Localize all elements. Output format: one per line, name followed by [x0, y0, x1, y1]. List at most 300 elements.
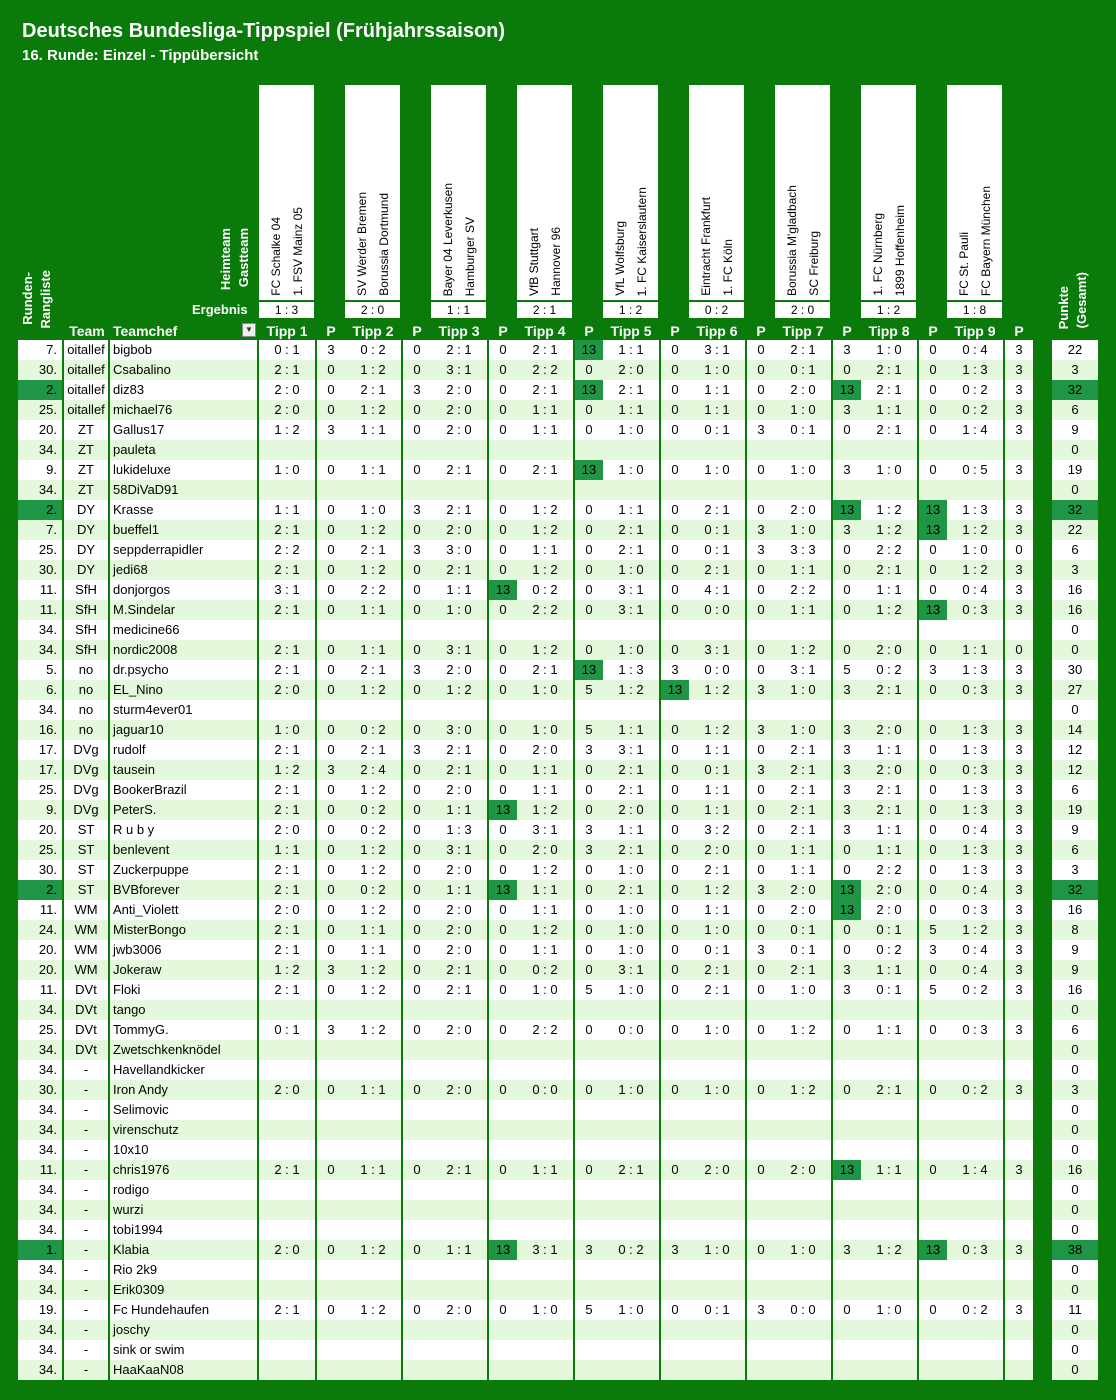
tipp-cell: 2 : 1 — [345, 540, 401, 560]
rank-cell: 2. — [18, 500, 62, 520]
points-cell — [1005, 1200, 1033, 1220]
tipp-cell: 2 : 1 — [861, 560, 917, 580]
tipp-cell: 2 : 1 — [603, 760, 659, 780]
points-cell: 0 — [575, 640, 603, 660]
tipp-cell — [861, 1040, 917, 1060]
tipp-cell: 1 : 0 — [603, 940, 659, 960]
tipp-cell: 3 : 1 — [603, 580, 659, 600]
tipp-cell: 1 : 2 — [517, 920, 573, 940]
tipp-cell: 0 : 4 — [947, 960, 1003, 980]
tipp-cell — [775, 1280, 831, 1300]
tipp-cell — [689, 620, 745, 640]
tipp-cell: 1 : 1 — [603, 400, 659, 420]
points-cell — [317, 1280, 345, 1300]
points-cell: 3 — [833, 820, 861, 840]
points-cell: 3 — [833, 960, 861, 980]
points-cell: 0 — [833, 360, 861, 380]
table-row — [18, 580, 1098, 600]
rank-cell: 34. — [18, 1260, 62, 1280]
tipp-cell: 0 : 1 — [689, 420, 745, 440]
tipp-cell: 0 : 0 — [603, 1020, 659, 1040]
tipp-cell: 2 : 1 — [517, 380, 573, 400]
points-cell: 5 — [575, 720, 603, 740]
tipp-cell: 2 : 1 — [259, 660, 315, 680]
tipp-cell: 0 : 3 — [947, 680, 1003, 700]
points-cell — [833, 440, 861, 460]
total-points-cell: 0 — [1052, 1000, 1098, 1020]
points-cell — [833, 480, 861, 500]
tipp-cell — [431, 1120, 487, 1140]
tipp-cell: 1 : 2 — [517, 800, 573, 820]
tipp-cell: 1 : 2 — [345, 560, 401, 580]
tipp-cell — [947, 1320, 1003, 1340]
points-cell: 0 — [747, 340, 775, 360]
points-cell: 3 — [1005, 980, 1033, 1000]
team-cell: - — [64, 1120, 108, 1140]
points-cell — [575, 440, 603, 460]
tipp-cell — [345, 1200, 401, 1220]
teamchef-cell: Erik0309 — [110, 1280, 257, 1300]
points-cell — [661, 700, 689, 720]
team-cell: DVt — [64, 1000, 108, 1020]
points-cell: 3 — [833, 400, 861, 420]
points-cell: 0 — [919, 860, 947, 880]
points-cell — [1005, 1220, 1033, 1240]
tipp-cell — [345, 1100, 401, 1120]
points-cell: 0 — [403, 520, 431, 540]
points-cell — [661, 1320, 689, 1340]
points-cell — [1005, 1340, 1033, 1360]
tipp-cell — [947, 1120, 1003, 1140]
points-cell — [489, 1140, 517, 1160]
tipp-cell — [861, 1180, 917, 1200]
tipp-cell — [947, 700, 1003, 720]
points-cell: 0 — [575, 360, 603, 380]
tipp-cell: 1 : 1 — [689, 400, 745, 420]
points-cell: 3 — [1005, 720, 1033, 740]
team-cell: DVt — [64, 980, 108, 1000]
points-cell: 5 — [575, 980, 603, 1000]
points-cell: 0 — [661, 840, 689, 860]
match-result-2: 2 : 0 — [345, 302, 400, 318]
tipp-cell — [775, 1200, 831, 1220]
tipp-cell — [431, 480, 487, 500]
tipp-cell: 2 : 1 — [861, 680, 917, 700]
rank-cell: 11. — [18, 600, 62, 620]
tipp-cell — [603, 1340, 659, 1360]
tipp-header-4: Tipp 4 — [524, 323, 566, 339]
tipp-cell: 0 : 4 — [947, 580, 1003, 600]
points-header-5: P — [670, 323, 680, 339]
tipp-cell: 1 : 0 — [775, 400, 831, 420]
points-cell — [1005, 1180, 1033, 1200]
points-cell — [747, 1280, 775, 1300]
home-team-name: Eintracht Frankfurt — [699, 197, 713, 296]
tipp-cell: 1 : 0 — [689, 920, 745, 940]
team-cell: - — [64, 1080, 108, 1100]
teamchef-cell: EL_Nino — [110, 680, 257, 700]
total-points-cell: 0 — [1052, 1280, 1098, 1300]
tipp-cell: 1 : 2 — [345, 840, 401, 860]
points-cell: 0 — [575, 400, 603, 420]
tipp-cell: 1 : 1 — [861, 1020, 917, 1040]
teamchef-cell: Floki — [110, 980, 257, 1000]
points-cell: 0 — [317, 880, 345, 900]
points-cell: 0 — [833, 560, 861, 580]
total-points-cell: 0 — [1052, 1100, 1098, 1120]
table-row — [18, 380, 1098, 400]
points-cell — [575, 700, 603, 720]
tipp-cell: 0 : 3 — [947, 760, 1003, 780]
points-cell: 3 — [575, 1240, 603, 1260]
points-cell — [575, 1060, 603, 1080]
points-cell — [403, 1260, 431, 1280]
tipp-cell: 3 : 1 — [431, 640, 487, 660]
points-cell — [575, 1340, 603, 1360]
gesamt-label: (Gesamt) — [1074, 272, 1089, 329]
away-team-name: Borussia Dortmund — [377, 193, 391, 296]
tipp-cell: 2 : 1 — [861, 380, 917, 400]
points-cell: 0 — [575, 920, 603, 940]
tipp-cell: 1 : 1 — [775, 600, 831, 620]
table-row — [18, 1200, 1098, 1220]
tipp-cell: 2 : 2 — [517, 1020, 573, 1040]
points-cell: 0 — [403, 1160, 431, 1180]
away-team-name: 1899 Hoffenheim — [893, 204, 907, 296]
tipp-cell: 2 : 1 — [259, 560, 315, 580]
points-cell: 0 — [317, 360, 345, 380]
tipp-cell: 1 : 0 — [603, 1300, 659, 1320]
points-cell: 0 — [833, 1020, 861, 1040]
tipp-cell — [431, 1140, 487, 1160]
tipp-cell: 0 : 4 — [947, 940, 1003, 960]
tipp-cell — [345, 1340, 401, 1360]
points-cell: 3 — [1005, 400, 1033, 420]
points-cell: 0 — [489, 560, 517, 580]
team-cell: oitallef — [64, 360, 108, 380]
tipp-cell: 2 : 0 — [259, 820, 315, 840]
points-cell: 13 — [575, 380, 603, 400]
tipp-cell: 1 : 2 — [517, 560, 573, 580]
total-points-cell: 27 — [1052, 680, 1098, 700]
rank-cell: 17. — [18, 740, 62, 760]
tipp-cell — [517, 700, 573, 720]
rank-cell: 6. — [18, 680, 62, 700]
tipp-cell: 1 : 0 — [775, 720, 831, 740]
points-cell — [919, 1100, 947, 1120]
points-cell: 3 — [1005, 500, 1033, 520]
tipp-cell — [603, 1120, 659, 1140]
points-cell — [747, 1360, 775, 1380]
points-cell: 0 — [919, 680, 947, 700]
table-row — [18, 500, 1098, 520]
tipp-cell: 1 : 1 — [947, 640, 1003, 660]
points-cell: 0 — [317, 600, 345, 620]
tipp-cell — [775, 1220, 831, 1240]
tipp-cell: 2 : 1 — [689, 980, 745, 1000]
tipp-cell: 1 : 0 — [775, 460, 831, 480]
points-cell: 3 — [317, 760, 345, 780]
tipp-cell — [947, 1220, 1003, 1240]
points-cell: 0 — [575, 1020, 603, 1040]
points-cell — [661, 440, 689, 460]
tipp-cell: 2 : 0 — [431, 940, 487, 960]
tipp-cell: 1 : 0 — [689, 1240, 745, 1260]
team-cell: - — [64, 1200, 108, 1220]
tipp-cell: 1 : 2 — [517, 860, 573, 880]
points-cell: 3 — [1005, 940, 1033, 960]
total-points-cell: 6 — [1052, 400, 1098, 420]
rank-cell: 11. — [18, 900, 62, 920]
tipp-cell — [259, 1340, 315, 1360]
tipp-cell — [775, 1140, 831, 1160]
tipp-cell — [861, 1340, 917, 1360]
points-cell: 3 — [1005, 380, 1033, 400]
tipp-cell — [345, 1120, 401, 1140]
points-cell — [747, 1060, 775, 1080]
filter-dropdown-button[interactable] — [242, 323, 256, 337]
points-cell — [317, 1200, 345, 1220]
rank-cell: 25. — [18, 840, 62, 860]
points-cell: 0 — [489, 1020, 517, 1040]
team-cell: ST — [64, 880, 108, 900]
points-cell: 0 — [661, 520, 689, 540]
tipp-cell — [517, 1340, 573, 1360]
points-cell — [661, 1100, 689, 1120]
tipp-cell: 2 : 1 — [345, 380, 401, 400]
tipp-cell: 3 : 1 — [603, 600, 659, 620]
points-cell — [489, 1260, 517, 1280]
points-cell: 3 — [1005, 1020, 1033, 1040]
points-cell: 0 — [317, 400, 345, 420]
points-cell: 0 — [403, 820, 431, 840]
points-cell — [317, 1180, 345, 1200]
team-cell: oitallef — [64, 380, 108, 400]
points-cell — [317, 700, 345, 720]
points-cell: 0 — [661, 920, 689, 940]
tipp-cell — [345, 480, 401, 500]
team-cell: ZT — [64, 440, 108, 460]
points-cell: 0 — [403, 680, 431, 700]
tipp-cell — [259, 1120, 315, 1140]
tipp-cell: 2 : 1 — [603, 520, 659, 540]
teamchef-cell: tobi1994 — [110, 1220, 257, 1240]
team-cell: no — [64, 700, 108, 720]
tipp-cell — [775, 1120, 831, 1140]
points-cell — [489, 440, 517, 460]
points-cell: 0 — [661, 740, 689, 760]
points-cell: 0 — [403, 560, 431, 580]
points-header-2: P — [412, 323, 422, 339]
points-cell: 0 — [317, 900, 345, 920]
rank-cell: 34. — [18, 1120, 62, 1140]
rank-cell: 34. — [18, 1340, 62, 1360]
tipp-cell — [689, 1220, 745, 1240]
away-team-name: 1. FC Kaiserslautern — [635, 186, 649, 296]
tipp-cell: 1 : 2 — [689, 680, 745, 700]
points-cell: 13 — [489, 880, 517, 900]
points-cell: 0 — [919, 340, 947, 360]
points-cell: 0 — [919, 400, 947, 420]
tipp-cell: 0 : 4 — [947, 340, 1003, 360]
tipp-cell: 2 : 2 — [775, 580, 831, 600]
tipp-cell: 1 : 0 — [775, 680, 831, 700]
tipp-header-7: Tipp 7 — [782, 323, 824, 339]
points-cell — [919, 1320, 947, 1340]
tipp-cell: 2 : 0 — [431, 860, 487, 880]
teamchef-cell: Rio 2k9 — [110, 1260, 257, 1280]
points-cell: 0 — [661, 1300, 689, 1320]
table-row — [18, 820, 1098, 840]
tipp-cell: 1 : 0 — [259, 460, 315, 480]
teamchef-cell: Zwetschkenknödel — [110, 1040, 257, 1060]
tipp-cell: 1 : 3 — [947, 500, 1003, 520]
teamchef-cell: rodigo — [110, 1180, 257, 1200]
points-cell: 3 — [1005, 660, 1033, 680]
tipp-cell: 1 : 2 — [689, 720, 745, 740]
tipp-cell: 1 : 0 — [603, 900, 659, 920]
points-cell: 3 — [833, 680, 861, 700]
total-points-cell: 3 — [1052, 860, 1098, 880]
points-cell: 0 — [747, 360, 775, 380]
teamchef-cell: wurzi — [110, 1200, 257, 1220]
tipp-cell: 2 : 1 — [775, 780, 831, 800]
tipp-cell: 2 : 0 — [689, 840, 745, 860]
points-cell — [575, 480, 603, 500]
table-row — [18, 360, 1098, 380]
tipp-cell: 2 : 1 — [775, 760, 831, 780]
total-points-cell: 0 — [1052, 620, 1098, 640]
total-points-cell: 12 — [1052, 760, 1098, 780]
tipp-cell: 1 : 2 — [345, 860, 401, 880]
rank-cell: 34. — [18, 1320, 62, 1340]
tipp-cell: 2 : 1 — [603, 780, 659, 800]
points-cell: 0 — [489, 900, 517, 920]
points-cell: 0 — [747, 1080, 775, 1100]
team-cell: - — [64, 1260, 108, 1280]
points-cell — [1005, 700, 1033, 720]
points-cell — [833, 620, 861, 640]
points-cell: 0 — [747, 640, 775, 660]
total-points-cell: 0 — [1052, 1140, 1098, 1160]
points-cell: 0 — [489, 960, 517, 980]
points-cell: 0 — [575, 580, 603, 600]
teamchef-cell: rudolf — [110, 740, 257, 760]
points-cell — [919, 1340, 947, 1360]
points-cell — [919, 620, 947, 640]
tipp-cell: 1 : 1 — [259, 840, 315, 860]
tipp-cell: 2 : 0 — [775, 900, 831, 920]
tipp-cell — [861, 1200, 917, 1220]
points-cell: 0 — [661, 580, 689, 600]
tipp-cell: 1 : 2 — [345, 960, 401, 980]
rank-cell: 30. — [18, 1080, 62, 1100]
tipp-cell: 1 : 3 — [431, 820, 487, 840]
tipp-cell: 1 : 1 — [861, 1160, 917, 1180]
points-cell: 3 — [1005, 1300, 1033, 1320]
rank-cell: 2. — [18, 880, 62, 900]
team-cell: ST — [64, 860, 108, 880]
tipp-cell: 1 : 1 — [345, 940, 401, 960]
points-cell: 0 — [575, 520, 603, 540]
points-cell: 0 — [575, 500, 603, 520]
points-cell — [833, 1340, 861, 1360]
ergebnis-label: Ergebnis — [192, 302, 248, 317]
tipp-cell — [259, 1200, 315, 1220]
tipp-cell — [345, 1140, 401, 1160]
tipp-cell: 2 : 2 — [517, 600, 573, 620]
points-cell: 0 — [489, 340, 517, 360]
tipp-cell — [689, 1360, 745, 1380]
total-points-cell: 12 — [1052, 740, 1098, 760]
tipp-cell — [603, 1260, 659, 1280]
points-cell: 0 — [317, 720, 345, 740]
points-cell — [575, 1140, 603, 1160]
teamchef-cell: sink or swim — [110, 1340, 257, 1360]
points-cell: 0 — [403, 940, 431, 960]
points-cell: 0 — [489, 600, 517, 620]
points-cell: 0 — [575, 420, 603, 440]
tipp-cell: 2 : 0 — [431, 1020, 487, 1040]
tipp-cell: 0 : 2 — [517, 960, 573, 980]
total-points-cell: 9 — [1052, 420, 1098, 440]
points-cell: 3 — [1005, 840, 1033, 860]
points-cell — [661, 1340, 689, 1360]
tipp-cell: 0 : 1 — [689, 940, 745, 960]
rank-cell: 11. — [18, 980, 62, 1000]
points-cell — [661, 1120, 689, 1140]
tipp-cell — [517, 1000, 573, 1020]
tipp-cell: 1 : 3 — [947, 660, 1003, 680]
tipp-cell: 1 : 2 — [775, 1080, 831, 1100]
teamchef-cell: R u b y — [110, 820, 257, 840]
points-header-6: P — [756, 323, 766, 339]
table-row — [18, 1360, 1098, 1380]
tipp-cell — [775, 620, 831, 640]
points-cell — [661, 1360, 689, 1380]
tipp-cell: 1 : 2 — [345, 1020, 401, 1040]
points-cell: 0 — [317, 840, 345, 860]
tipp-cell: 1 : 1 — [689, 380, 745, 400]
points-cell: 0 — [919, 800, 947, 820]
points-cell: 3 — [403, 380, 431, 400]
teamchef-cell: jwb3006 — [110, 940, 257, 960]
points-cell — [919, 440, 947, 460]
total-points-cell: 0 — [1052, 1260, 1098, 1280]
points-cell: 0 — [661, 640, 689, 660]
points-cell: 3 — [575, 820, 603, 840]
tipp-cell — [431, 1260, 487, 1280]
tipp-cell: 1 : 1 — [775, 560, 831, 580]
points-cell — [919, 1260, 947, 1280]
points-cell: 0 — [919, 900, 947, 920]
points-cell: 3 — [1005, 760, 1033, 780]
points-cell — [833, 1360, 861, 1380]
team-cell: WM — [64, 900, 108, 920]
tipp-cell: 1 : 0 — [345, 500, 401, 520]
points-cell — [1005, 1060, 1033, 1080]
total-points-cell: 32 — [1052, 880, 1098, 900]
tipp-cell — [259, 440, 315, 460]
rank-cell: 16. — [18, 720, 62, 740]
points-cell — [833, 1180, 861, 1200]
points-cell — [833, 1280, 861, 1300]
table-row — [18, 1060, 1098, 1080]
tipp-cell: 1 : 0 — [603, 1080, 659, 1100]
total-points-cell: 30 — [1052, 660, 1098, 680]
tipp-cell: 2 : 1 — [861, 780, 917, 800]
table-row — [18, 1000, 1098, 1020]
